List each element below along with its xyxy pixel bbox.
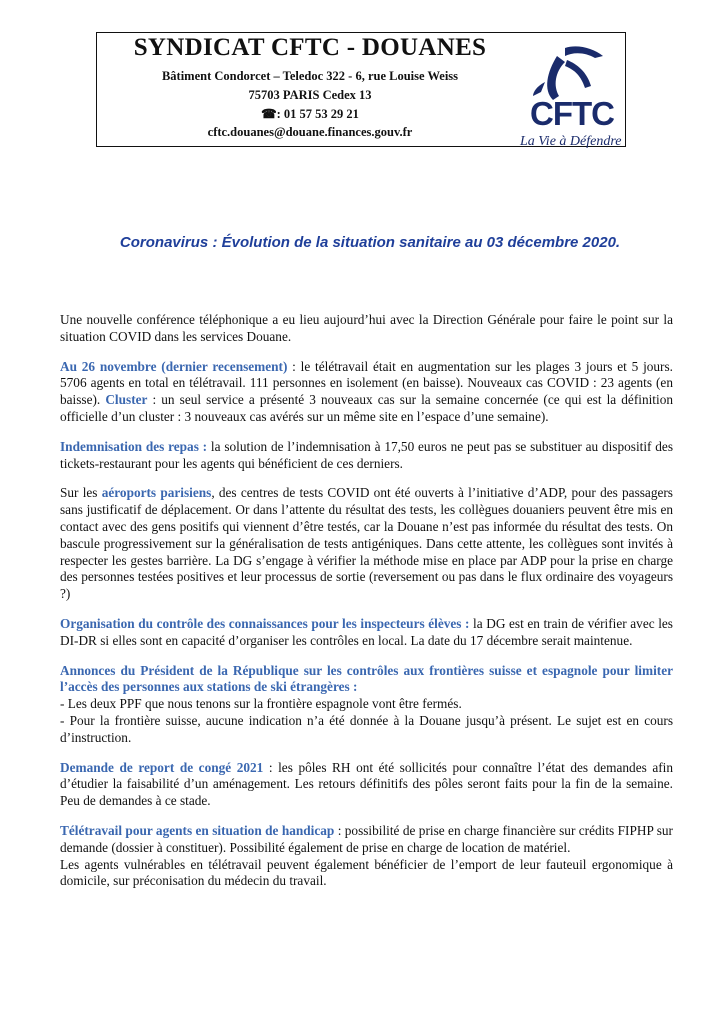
text-cluster: : un seul service a présenté 3 nouveaux cas sur la semaine concernée (ce qui est la définition officielle d’un cluster : 3 nouveaux cas avérés sur un même site en l’espace d’une semaine). xyxy=(60,392,673,424)
paragraph-meal-compensation xyxy=(60,439,673,473)
heading-airports: aéroports parisiens xyxy=(101,485,212,501)
heading-border-controls: Annonces du Président de la République sur les contrôles aux frontières suisse et espagnole pour limiter l’accès des personnes aux stations de ski étrangères : xyxy=(60,662,673,695)
paragraph-handicap-telework xyxy=(60,823,673,890)
text-airports-intro: Sur les xyxy=(60,485,102,501)
text-leave-carryover: : les pôles RH ont été sollicités pour connaître l’état des demandes afin d’étudier la faisabilité d’un aménagement. Les retours définitifs des pôles seront faits pour la fin de la semaine. Peu de demandes à ce stade. xyxy=(60,759,673,809)
phone-number: : 01 57 53 29 21 xyxy=(276,107,359,121)
heading-handicap-telework: Télétravail pour agents en situation de handicap xyxy=(60,822,335,838)
address-line-1: Bâtiment Condorcet – Teledoc 322 - 6, rue Louise Weiss xyxy=(161,69,459,83)
heading-exams: Organisation du contrôle des connaissances pour les inspecteurs élèves : xyxy=(60,615,470,631)
paragraph-border-controls xyxy=(60,663,673,747)
phone-line xyxy=(110,106,510,122)
phone-icon: ☎ xyxy=(261,107,277,121)
heading-cluster: Cluster xyxy=(105,392,148,408)
paragraph-leave-carryover xyxy=(60,760,673,810)
paragraph-airports xyxy=(60,485,673,603)
paragraph-exams xyxy=(60,616,673,650)
text-telework-status: : le télétravail était en augmentation sur les plages 3 jours et 5 jours. 5706 agents en total en télétravail. 111 personnes en isolement (en baisse). Nouveaux cas COVID : 23 agents (en baisse). xyxy=(60,358,673,408)
heading-26-november: Au 26 novembre (dernier recensement) xyxy=(60,358,288,374)
org-name: SYNDICAT CFTC - DOUANES xyxy=(133,34,487,61)
logo-text: CFTC xyxy=(530,95,614,132)
logo-tagline: La Vie à Défendre xyxy=(520,134,622,149)
paragraph-intro: Une nouvelle conférence téléphonique a eu lieu aujourd’hui avec la Direction Générale pour faire le point sur la situation COVID dans les services Douane. xyxy=(60,312,673,344)
list-item-swiss-border: - Pour la frontière suisse, aucune indication n’a été donnée à la Douane jusqu’à présent. Le sujet est en cours d’instruction. xyxy=(60,712,673,745)
address-line-2: 75703 PARIS Cedex 13 xyxy=(248,88,372,102)
document-title: Coronavirus : Évolution de la situation sanitaire au 03 décembre 2020. xyxy=(119,234,621,251)
document-body xyxy=(60,312,673,903)
text-meal-compensation: la solution de l’indemnisation à 17,50 euros ne peut pas se substituer au dispositif des tickets-restaurant pour les agents qui bénéficient de ces derniers. xyxy=(60,438,673,471)
heading-leave-carryover: Demande de report de congé 2021 xyxy=(60,759,264,775)
text-airports: , des centres de tests COVID ont été ouverts à l’initiative d’ADP, pour des passagers sans justificatif de déplacement. Or dans l’attente du résultat des tests, les collègues douaniers peuvent être mis en contact avec des gens positifs qui viennent d’être testés, car la Douane n’est pas informée du résultat des tests. On bascule progressivement sur la généralisation de tests antigéniques. Dans cette attente, les collègues sont invités à respecter les gestes barrière. La DG s’engage à vérifier la méthode mise en place par ADP pour la prise en charge des personnes testées positives et leur processus de sortie (reversement ou pas dans le flux ordinaire des voyageurs ?) xyxy=(60,485,673,602)
text-vulnerable-agents: Les agents vulnérables en télétravail peuvent également bénéficier de l’emport de leur fauteuil ergonomique à domicile, sur préconisation du médecin du travail. xyxy=(60,856,673,889)
heading-meal-compensation: Indemnisation des repas : xyxy=(60,438,208,454)
text-exams: la DG est en train de vérifier avec les DI-DR si elles sont en capacité d’organiser les contrôles en local. La date du 17 décembre serait maintenue. xyxy=(60,615,673,648)
list-item-spanish-border: - Les deux PPF que nous tenons sur la frontière espagnole vont être fermés. xyxy=(60,696,462,712)
text-handicap-telework: : possibilité de prise en charge financière sur crédits FIPHP sur demande (dossier à constituer). Possibilité également de prise en charge de location de matériel. xyxy=(60,822,673,855)
email-line: cftc.douanes@douane.finances.gouv.fr xyxy=(207,125,413,139)
paragraph-telework-status xyxy=(60,359,673,426)
